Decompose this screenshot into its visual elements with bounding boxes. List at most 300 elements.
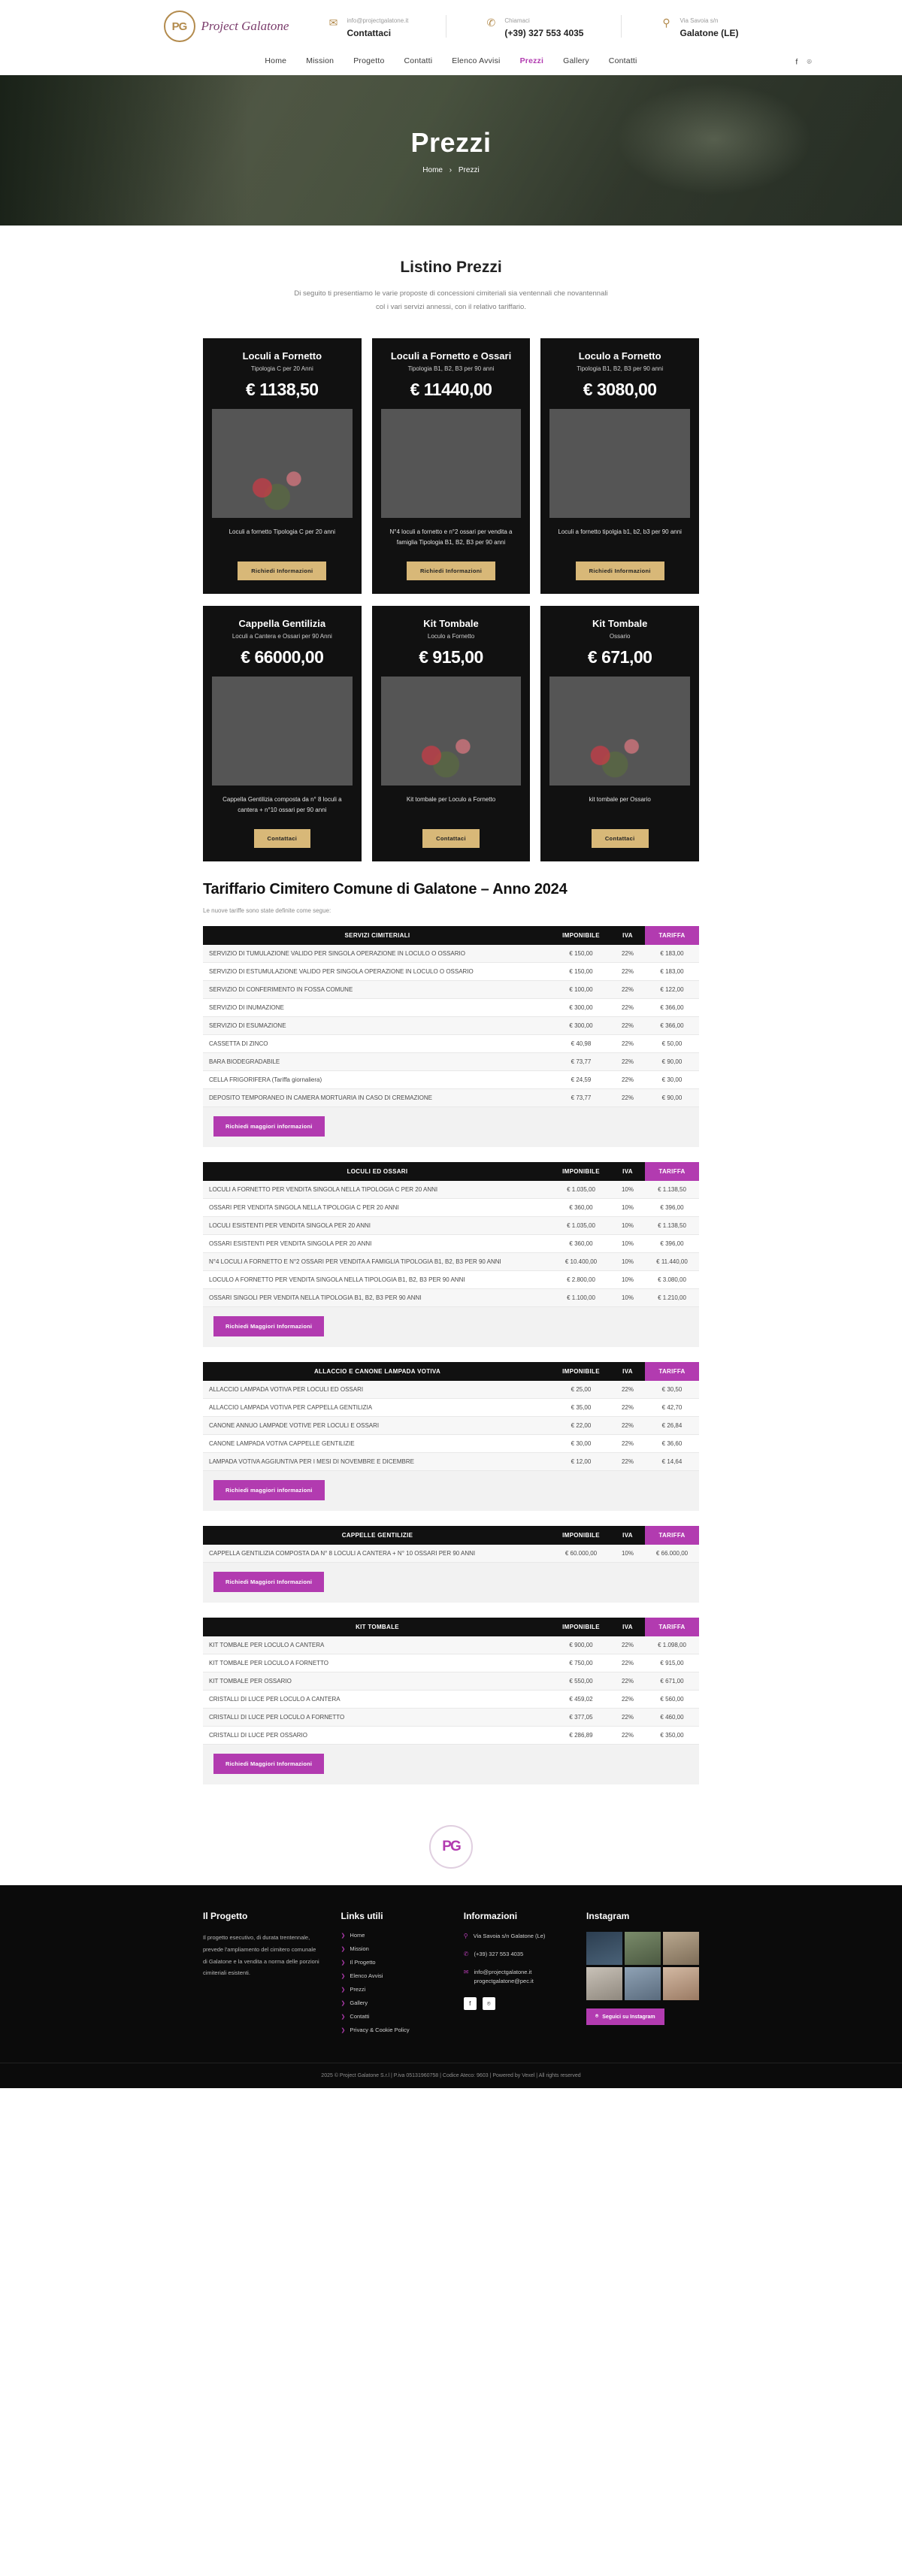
footer-link-list bbox=[341, 1932, 443, 2033]
table-header-cell: TARIFFA bbox=[645, 1526, 699, 1545]
card-price: € 1138,50 bbox=[246, 380, 319, 400]
table-cell: 22% bbox=[610, 1672, 645, 1691]
footer-col-title: Informazioni bbox=[463, 1911, 518, 1922]
table-cell: € 1.138,50 bbox=[645, 1181, 699, 1199]
footer-link-item[interactable] bbox=[341, 2013, 443, 2020]
table-row bbox=[203, 1071, 699, 1089]
table-cell: € 66.000,00 bbox=[645, 1545, 699, 1563]
table-cell: € 460,00 bbox=[645, 1709, 699, 1727]
table-row bbox=[203, 1035, 699, 1053]
table-cell: 10% bbox=[610, 1199, 645, 1217]
card-cta-button[interactable]: Richiedi Informazioni bbox=[407, 562, 495, 580]
instagram-icon[interactable]: ⌾ bbox=[807, 57, 812, 67]
card-price: € 66000,00 bbox=[241, 647, 324, 667]
footer-col-links bbox=[341, 1911, 443, 2040]
table-cell: € 183,00 bbox=[645, 945, 699, 963]
table-cell: 22% bbox=[610, 1636, 645, 1654]
table-cell: 22% bbox=[610, 1381, 645, 1399]
table-cell: € 50,00 bbox=[645, 1035, 699, 1053]
table-cell: € 73,77 bbox=[552, 1053, 610, 1071]
footer-col-instagram bbox=[586, 1911, 699, 2040]
table-cell: LOCULI ESISTENTI PER VENDITA SINGOLA PER 20 ANNI bbox=[203, 1217, 552, 1235]
card-image bbox=[212, 677, 353, 786]
card-price: € 671,00 bbox=[587, 647, 652, 667]
phone-icon: ✆ bbox=[486, 16, 496, 29]
card-cta-button[interactable]: Contattaci bbox=[592, 829, 649, 848]
table-cell: € 42,70 bbox=[645, 1399, 699, 1417]
mail-icon: ✉ bbox=[463, 1968, 469, 1975]
follow-instagram-label: Seguici su Instagram bbox=[602, 2014, 655, 2020]
footer-col-title: Instagram bbox=[586, 1911, 630, 1922]
chevron-right-icon: ❯ bbox=[341, 2027, 346, 2033]
card-image bbox=[381, 409, 522, 518]
contact-email-value: info@projectgalatone.it bbox=[347, 17, 409, 24]
instagram-thumb[interactable] bbox=[625, 1932, 661, 1965]
contact-phone-value: (+39) 327 553 4035 bbox=[504, 28, 584, 38]
table-cell: SERVIZIO DI INUMAZIONE bbox=[203, 999, 552, 1017]
table-cell: 22% bbox=[610, 981, 645, 999]
tariff-table bbox=[203, 926, 699, 1107]
table-cell: € 300,00 bbox=[552, 999, 610, 1017]
footer-link-label: Mission bbox=[350, 1945, 369, 1953]
table-row bbox=[203, 1727, 699, 1745]
main-navigation bbox=[0, 50, 902, 75]
table-row bbox=[203, 1654, 699, 1672]
request-info-button[interactable]: Richiedi maggiori informazioni bbox=[213, 1116, 325, 1137]
chevron-right-icon: ❯ bbox=[341, 1987, 346, 1993]
nav-social-links bbox=[795, 58, 812, 68]
table-cell: 22% bbox=[610, 999, 645, 1017]
table-cell: € 73,77 bbox=[552, 1089, 610, 1107]
price-card bbox=[203, 338, 362, 594]
logo-text: Project Galatone bbox=[201, 19, 289, 33]
table-cell: € 671,00 bbox=[645, 1672, 699, 1691]
table-cell: CRISTALLI DI LUCE PER LOCULO A CANTERA bbox=[203, 1691, 552, 1709]
table-cell: 22% bbox=[610, 1399, 645, 1417]
card-title: Kit Tombale bbox=[592, 618, 648, 630]
table-cell: 10% bbox=[610, 1235, 645, 1253]
phone-icon: ✆ bbox=[463, 1950, 469, 1957]
card-description: Loculi a fornetto tipolgia b1, b2, b3 per 90 anni bbox=[558, 528, 682, 536]
price-card bbox=[540, 606, 699, 861]
table-row bbox=[203, 981, 699, 999]
table-row bbox=[203, 1017, 699, 1035]
card-subtitle: Tipologia B1, B2, B3 per 90 anni bbox=[577, 365, 664, 373]
instagram-thumb[interactable] bbox=[586, 1932, 622, 1965]
table-cell: € 183,00 bbox=[645, 963, 699, 981]
card-subtitle: Tipologia C per 20 Anni bbox=[250, 365, 313, 373]
table-cell: € 750,00 bbox=[552, 1654, 610, 1672]
tariff-table bbox=[203, 1618, 699, 1745]
footer-link-label: Elenco Avvisi bbox=[350, 1972, 383, 1980]
table-cell: € 11.440,00 bbox=[645, 1253, 699, 1271]
instagram-thumb[interactable] bbox=[663, 1932, 699, 1965]
table-cell: € 30,00 bbox=[645, 1071, 699, 1089]
table-cell: 22% bbox=[610, 1727, 645, 1745]
table-row bbox=[203, 1217, 699, 1235]
table-cell: 10% bbox=[610, 1271, 645, 1289]
tariff-table bbox=[203, 1526, 699, 1563]
table-cell: 10% bbox=[610, 1289, 645, 1307]
footer-link-label: Il Progetto bbox=[350, 1959, 376, 1966]
table-cell: € 150,00 bbox=[552, 945, 610, 963]
card-image bbox=[549, 677, 690, 786]
table-header-cell: IVA bbox=[610, 1162, 645, 1181]
table-row bbox=[203, 1199, 699, 1217]
card-title: Kit Tombale bbox=[423, 618, 479, 630]
footer-link-item[interactable] bbox=[341, 1932, 443, 1939]
card-description: Cappella Gentilizia composta da n° 8 loculi a cantera + n°10 ossari per 90 anni bbox=[222, 796, 342, 814]
table-cell: 22% bbox=[610, 1453, 645, 1471]
footer-link-item[interactable] bbox=[341, 1986, 443, 1993]
table-cell: KIT TOMBALE PER OSSARIO bbox=[203, 1672, 552, 1691]
card-subtitle: Loculo a Fornetto bbox=[427, 633, 475, 640]
table-cell: CANONE LAMPADA VOTIVA CAPPELLE GENTILIZIE bbox=[203, 1435, 552, 1453]
footer-phone[interactable] bbox=[464, 1950, 565, 1960]
instagram-thumb[interactable] bbox=[625, 1967, 661, 2000]
table-cell: 22% bbox=[610, 945, 645, 963]
contact-email-block[interactable] bbox=[326, 13, 408, 40]
table-header-cell: KIT TOMBALE bbox=[203, 1618, 552, 1636]
chevron-right-icon: ❯ bbox=[341, 1933, 346, 1939]
table-cell: BARA BIODEGRADABILE bbox=[203, 1053, 552, 1071]
table-header-cell: TARIFFA bbox=[645, 1162, 699, 1181]
tariff-table-block bbox=[203, 1362, 699, 1511]
table-cell: € 560,00 bbox=[645, 1691, 699, 1709]
table-cell: CANONE ANNUO LAMPADE VOTIVE PER LOCULI E OSSARI bbox=[203, 1417, 552, 1435]
instagram-thumb[interactable] bbox=[586, 1967, 622, 2000]
pin-icon: ⚲ bbox=[463, 1933, 468, 1940]
instagram-icon: ⌾ bbox=[595, 2014, 599, 2020]
card-description: Loculi a fornetto Tipologia C per 20 anni bbox=[229, 528, 336, 536]
table-row bbox=[203, 1271, 699, 1289]
table-row bbox=[203, 1053, 699, 1071]
table-header-cell: IMPONIBILE bbox=[552, 1526, 610, 1545]
table-cell: 10% bbox=[610, 1181, 645, 1199]
card-price: € 3080,00 bbox=[583, 380, 657, 400]
table-header-cell: IVA bbox=[610, 1362, 645, 1381]
facebook-icon[interactable]: f bbox=[464, 1997, 477, 2010]
table-cell: KIT TOMBALE PER LOCULO A CANTERA bbox=[203, 1636, 552, 1654]
table-row bbox=[203, 1435, 699, 1453]
nav-item-mission[interactable]: Mission bbox=[306, 56, 334, 65]
table-cell: € 24,59 bbox=[552, 1071, 610, 1089]
table-cell: 10% bbox=[610, 1545, 645, 1563]
table-header-cell: IMPONIBILE bbox=[552, 1618, 610, 1636]
footer-link-label: Home bbox=[350, 1932, 365, 1939]
table-cell: € 40,98 bbox=[552, 1035, 610, 1053]
table-row bbox=[203, 1181, 699, 1199]
tariff-table bbox=[203, 1362, 699, 1471]
card-title: Cappella Gentilizia bbox=[238, 618, 326, 630]
table-cell: € 25,00 bbox=[552, 1381, 610, 1399]
table-cell: € 350,00 bbox=[645, 1727, 699, 1745]
copyright-text: 2025 © Project Galatone S.r.l | P.iva 05131960758 | Codice Ateco: 9603 | Powered by Vexel | All rights reserved bbox=[0, 2063, 902, 2088]
tariff-table-block bbox=[203, 1526, 699, 1603]
card-subtitle: Ossario bbox=[609, 633, 631, 640]
table-cell: 10% bbox=[610, 1217, 645, 1235]
table-cell: ALLACCIO LAMPADA VOTIVA PER CAPPELLA GENTILIZIA bbox=[203, 1399, 552, 1417]
card-cta-button[interactable]: Contattaci bbox=[254, 829, 311, 848]
card-subtitle: Loculi a Cantera e Ossari per 90 Anni bbox=[232, 633, 332, 640]
card-cta-button[interactable]: Richiedi Informazioni bbox=[576, 562, 664, 580]
table-cell: € 396,00 bbox=[645, 1235, 699, 1253]
nav-item-contatti-2[interactable]: Contatti bbox=[608, 56, 637, 65]
table-cell: LOCULI A FORNETTO PER VENDITA SINGOLA NELLA TIPOLOGIA C PER 20 ANNI bbox=[203, 1181, 552, 1199]
table-header-cell: ALLACCIO E CANONE LAMPADA VOTIVA bbox=[203, 1362, 552, 1381]
footer-logo-icon: PG bbox=[429, 1825, 473, 1869]
table-cell: 22% bbox=[610, 1417, 645, 1435]
listino-section bbox=[0, 226, 902, 322]
table-cell: € 60.000,00 bbox=[552, 1545, 610, 1563]
card-price: € 11440,00 bbox=[410, 380, 492, 400]
table-cell: € 1.100,00 bbox=[552, 1289, 610, 1307]
table-row bbox=[203, 1289, 699, 1307]
footer-phone-text: (+39) 327 553 4035 bbox=[474, 1950, 524, 1957]
request-info-button[interactable]: Richiedi Maggiori Informazioni bbox=[213, 1316, 324, 1336]
mail-icon: ✉ bbox=[328, 16, 338, 29]
facebook-icon[interactable]: f bbox=[795, 57, 798, 67]
card-image bbox=[549, 409, 690, 518]
nav-item-elenco-avvisi[interactable]: Elenco Avvisi bbox=[452, 56, 501, 65]
table-cell: KIT TOMBALE PER LOCULO A FORNETTO bbox=[203, 1654, 552, 1672]
footer-email-text: info@projectgalatone.it progectgalatone@pec.it bbox=[474, 1968, 534, 1985]
listino-title: Listino Prezzi bbox=[400, 259, 502, 276]
footer-logo-row bbox=[0, 1800, 902, 1885]
contact-address-block bbox=[659, 13, 738, 40]
contact-address-city: Galatone (LE) bbox=[680, 28, 739, 38]
table-cell: € 360,00 bbox=[552, 1235, 610, 1253]
table-row bbox=[203, 1672, 699, 1691]
table-cell: DEPOSITO TEMPORANEO IN CAMERA MORTUARIA IN CASO DI CREMAZIONE bbox=[203, 1089, 552, 1107]
follow-instagram-button[interactable] bbox=[586, 2008, 664, 2025]
price-card bbox=[540, 338, 699, 594]
footer-link-item[interactable] bbox=[341, 1999, 443, 2006]
contact-email-label: Contattaci bbox=[347, 28, 392, 38]
table-cell: OSSARI SINGOLI PER VENDITA NELLA TIPOLOGIA B1, B2, B3 PER 90 ANNI bbox=[203, 1289, 552, 1307]
footer-link-label: Contatti bbox=[350, 2013, 370, 2021]
table-cell: 10% bbox=[610, 1253, 645, 1271]
table-header-cell: TARIFFA bbox=[645, 1618, 699, 1636]
table-cell: € 360,00 bbox=[552, 1199, 610, 1217]
instagram-icon[interactable]: ⌾ bbox=[483, 1997, 495, 2010]
table-cell: 22% bbox=[610, 1035, 645, 1053]
table-cell: € 377,05 bbox=[552, 1709, 610, 1727]
tariff-table-block bbox=[203, 926, 699, 1147]
table-header-cell: IVA bbox=[610, 1618, 645, 1636]
price-cards-row-1 bbox=[203, 338, 699, 594]
contact-phone-block[interactable] bbox=[484, 13, 583, 40]
table-row bbox=[203, 1399, 699, 1417]
table-header-cell: CAPPELLE GENTILIZIE bbox=[203, 1526, 552, 1545]
footer-email[interactable] bbox=[464, 1968, 565, 1987]
table-cell: € 286,89 bbox=[552, 1727, 610, 1745]
card-image bbox=[381, 677, 522, 786]
site-footer bbox=[0, 1885, 902, 2088]
table-row bbox=[203, 1709, 699, 1727]
table-header-cell: LOCULI ED OSSARI bbox=[203, 1162, 552, 1181]
table-cell: SERVIZIO DI TUMULAZIONE VALIDO PER SINGOLA OPERAZIONE IN LOCULO O OSSARIO bbox=[203, 945, 552, 963]
tariff-table-block bbox=[203, 1162, 699, 1347]
table-cell: € 100,00 bbox=[552, 981, 610, 999]
footer-link-label: Prezzi bbox=[350, 1986, 366, 1993]
table-cell: CASSETTA DI ZINCO bbox=[203, 1035, 552, 1053]
nav-item-prezzi[interactable]: Prezzi bbox=[519, 56, 544, 65]
tariffario-title: Tariffario Cimitero Comune di Galatone – Anno 2024 bbox=[203, 881, 568, 898]
table-cell: € 1.035,00 bbox=[552, 1217, 610, 1235]
table-cell: € 35,00 bbox=[552, 1399, 610, 1417]
price-card bbox=[203, 606, 362, 861]
footer-col-progetto bbox=[203, 1911, 320, 2040]
tariffario-tables bbox=[203, 926, 699, 1784]
card-price: € 915,00 bbox=[419, 647, 483, 667]
request-info-button[interactable]: Richiedi maggiori informazioni bbox=[213, 1480, 325, 1500]
table-cell: € 1.138,50 bbox=[645, 1217, 699, 1235]
table-row bbox=[203, 1235, 699, 1253]
price-cards-row-2 bbox=[203, 606, 699, 861]
breadcrumb-current: Prezzi bbox=[458, 165, 480, 174]
table-cell: € 150,00 bbox=[552, 963, 610, 981]
card-description: Kit tombale per Loculo a Fornetto bbox=[406, 796, 496, 804]
footer-link-label: Gallery bbox=[350, 1999, 368, 2007]
footer-link-item[interactable] bbox=[341, 2027, 443, 2033]
table-header-cell: IVA bbox=[610, 1526, 645, 1545]
top-contact-bar bbox=[0, 0, 902, 50]
table-header-cell: IVA bbox=[610, 926, 645, 945]
table-cell: € 396,00 bbox=[645, 1199, 699, 1217]
breadcrumb-home[interactable]: Home bbox=[422, 165, 443, 174]
table-row bbox=[203, 1636, 699, 1654]
table-cell: € 1.210,00 bbox=[645, 1289, 699, 1307]
logo-icon: PG bbox=[164, 11, 195, 42]
table-header-cell: TARIFFA bbox=[645, 926, 699, 945]
table-cell: SERVIZIO DI ESUMAZIONE bbox=[203, 1017, 552, 1035]
card-subtitle: Tipologia B1, B2, B3 per 90 anni bbox=[407, 365, 495, 373]
contact-phone-caption: Chiamaci bbox=[504, 17, 530, 24]
table-cell: € 14,64 bbox=[645, 1453, 699, 1471]
table-cell: € 366,00 bbox=[645, 1017, 699, 1035]
table-cell: CELLA FRIGORIFERA (Tariffa giornaliera) bbox=[203, 1071, 552, 1089]
table-cell: 22% bbox=[610, 1654, 645, 1672]
table-cell: € 1.098,00 bbox=[645, 1636, 699, 1654]
table-header-cell: IMPONIBILE bbox=[552, 1362, 610, 1381]
table-cell: 22% bbox=[610, 1017, 645, 1035]
table-cell: € 12,00 bbox=[552, 1453, 610, 1471]
request-info-button[interactable]: Richiedi Maggiori Informazioni bbox=[213, 1572, 324, 1592]
tariff-table bbox=[203, 1162, 699, 1307]
table-row bbox=[203, 999, 699, 1017]
card-cta-button[interactable]: Contattaci bbox=[422, 829, 480, 848]
footer-social-links bbox=[464, 1997, 565, 2010]
table-row bbox=[203, 1691, 699, 1709]
footer-col-title: Il Progetto bbox=[203, 1911, 248, 1922]
table-cell: 22% bbox=[610, 1071, 645, 1089]
table-cell: € 300,00 bbox=[552, 1017, 610, 1035]
table-cell: 22% bbox=[610, 963, 645, 981]
table-cell: € 459,02 bbox=[552, 1691, 610, 1709]
table-cell: CRISTALLI DI LUCE PER LOCULO A FORNETTO bbox=[203, 1709, 552, 1727]
table-cell: € 10.400,00 bbox=[552, 1253, 610, 1271]
tariff-table-block bbox=[203, 1618, 699, 1784]
table-cell: SERVIZIO DI CONFERIMENTO IN FOSSA COMUNE bbox=[203, 981, 552, 999]
table-cell: SERVIZIO DI ESTUMULAZIONE VALIDO PER SINGOLA OPERAZIONE IN LOCULO O OSSARIO bbox=[203, 963, 552, 981]
table-cell: € 26,84 bbox=[645, 1417, 699, 1435]
chevron-right-icon: ❯ bbox=[341, 1960, 346, 1966]
table-cell: LAMPADA VOTIVA AGGIUNTIVA PER I MESI DI NOVEMBRE E DICEMBRE bbox=[203, 1453, 552, 1471]
instagram-grid bbox=[586, 1932, 699, 2000]
table-cell: € 915,00 bbox=[645, 1654, 699, 1672]
listino-intro: Di seguito ti presentiamo le varie proposte di concessioni cimiteriali sia ventennali che novantennali col i vari servizi annessi, con il relativo tariffario. bbox=[294, 289, 608, 312]
table-cell: CAPPELLA GENTILIZIA COMPOSTA DA N° 8 LOCULI A CANTERA + N° 10 OSSARI PER 90 ANNI bbox=[203, 1545, 552, 1563]
table-cell: € 30,00 bbox=[552, 1435, 610, 1453]
request-info-button[interactable]: Richiedi Maggiori Informazioni bbox=[213, 1754, 324, 1774]
table-cell: 22% bbox=[610, 1691, 645, 1709]
tariffario-note: Le nuove tariffe sono state definite come segue: bbox=[203, 907, 331, 915]
card-image bbox=[212, 409, 353, 518]
footer-address-text: Via Savoia s/n Galatone (Le) bbox=[473, 1933, 546, 1940]
breadcrumb bbox=[422, 166, 479, 174]
footer-link-item[interactable] bbox=[341, 1972, 443, 1979]
chevron-right-icon: ❯ bbox=[341, 1946, 346, 1952]
price-card bbox=[372, 338, 531, 594]
table-row bbox=[203, 1089, 699, 1107]
table-cell: N°4 LOCULI A FORNETTO E N°2 OSSARI PER VENDITA A FAMIGLIA TIPOLOGIA B1, B2, B3 PER 90 ANNI bbox=[203, 1253, 552, 1271]
card-description: kit tombale per Ossario bbox=[589, 796, 651, 804]
table-header-cell: TARIFFA bbox=[645, 1362, 699, 1381]
table-cell: € 30,50 bbox=[645, 1381, 699, 1399]
chevron-right-icon: ❯ bbox=[341, 1973, 346, 1979]
page-title: Prezzi bbox=[410, 126, 492, 158]
site-logo[interactable] bbox=[164, 11, 289, 42]
table-row bbox=[203, 1381, 699, 1399]
table-cell: € 90,00 bbox=[645, 1089, 699, 1107]
table-cell: € 1.035,00 bbox=[552, 1181, 610, 1199]
footer-col-text: Il progetto esecutivo, di durata trentennale, prevede l'ampliamento del cimitero comunale di Galatone e la vendita a norma delle porzioni cimiteriali esistenti. bbox=[203, 1934, 319, 1977]
pin-icon: ⚲ bbox=[662, 16, 670, 29]
table-cell: € 22,00 bbox=[552, 1417, 610, 1435]
nav-item-progetto[interactable]: Progetto bbox=[353, 56, 385, 65]
nav-item-contatti[interactable]: Contatti bbox=[404, 56, 433, 65]
chevron-right-icon: ❯ bbox=[341, 2000, 346, 2006]
table-row bbox=[203, 1253, 699, 1271]
table-row bbox=[203, 1545, 699, 1563]
table-header-cell: IMPONIBILE bbox=[552, 1162, 610, 1181]
table-cell: LOCULO A FORNETTO PER VENDITA SINGOLA NELLA TIPOLOGIA B1, B2, B3 PER 90 ANNI bbox=[203, 1271, 552, 1289]
price-cards bbox=[203, 338, 699, 861]
instagram-thumb[interactable] bbox=[663, 1967, 699, 2000]
footer-link-item[interactable] bbox=[341, 1945, 443, 1952]
footer-col-title: Links utili bbox=[341, 1911, 383, 1922]
nav-item-home[interactable]: Home bbox=[265, 56, 287, 65]
table-cell: € 550,00 bbox=[552, 1672, 610, 1691]
table-cell: € 3.080,00 bbox=[645, 1271, 699, 1289]
footer-link-item[interactable] bbox=[341, 1959, 443, 1966]
card-title: Loculi a Fornetto e Ossari bbox=[390, 350, 512, 362]
table-cell: € 36,60 bbox=[645, 1435, 699, 1453]
table-row bbox=[203, 1417, 699, 1435]
table-cell: ALLACCIO LAMPADA VOTIVA PER LOCULI ED OSSARI bbox=[203, 1381, 552, 1399]
footer-link-label: Privacy & Cookie Policy bbox=[350, 2027, 410, 2034]
page-hero bbox=[0, 75, 902, 226]
nav-item-gallery[interactable]: Gallery bbox=[563, 56, 589, 65]
divider bbox=[621, 15, 622, 38]
table-row bbox=[203, 945, 699, 963]
table-cell: € 90,00 bbox=[645, 1053, 699, 1071]
chevron-right-icon: ❯ bbox=[341, 2014, 346, 2020]
card-cta-button[interactable]: Richiedi Informazioni bbox=[238, 562, 326, 580]
footer-address bbox=[464, 1932, 565, 1942]
table-cell: CRISTALLI DI LUCE PER OSSARIO bbox=[203, 1727, 552, 1745]
